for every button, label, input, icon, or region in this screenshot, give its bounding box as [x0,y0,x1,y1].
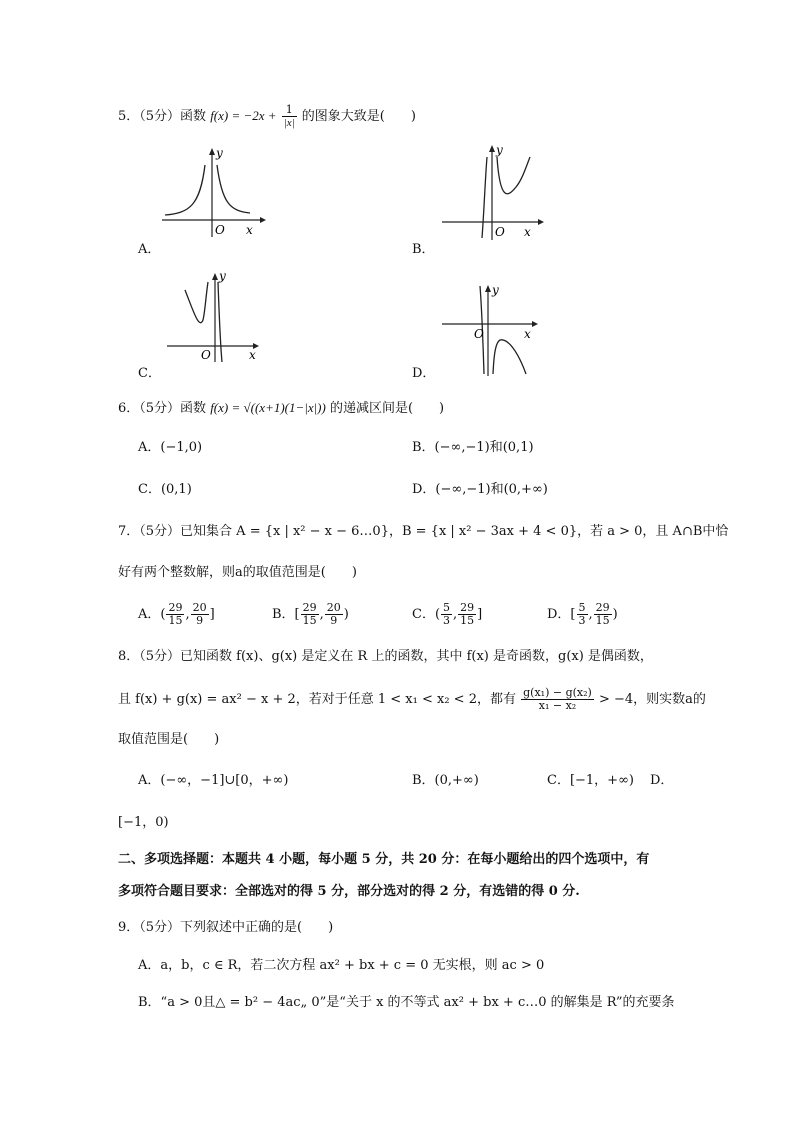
q5-frac-den: |x| [283,117,295,129]
bracket: ] [477,607,483,622]
q6-stem [118,398,444,419]
bracket: ) [343,607,349,622]
q7-opt-d-label: D．[ [547,607,576,622]
origin-label: O [495,225,505,239]
q8-frac-den: x₁ − x₂ [538,699,577,712]
y-label: y [216,146,223,160]
origin-label: O [474,327,484,341]
origin-label: O [201,348,211,362]
q7-opt-c-label: C．( [412,607,441,622]
q6-option-b: B．(−∞,−1)和(0,1) [412,440,534,455]
q8-stem-line3: 取值范围是( ) [118,732,220,747]
q8-option-a: A．(−∞，−1]∪[0，+∞) [138,773,289,788]
q9-option-a: A．a，b，c ∈ R，若二次方程 ax² + bx + c = 0 无实根，则 ac > 0 [138,958,545,973]
frac-num: 5 [443,601,451,614]
q7-option-c: C．( $\frac{5}{3}$ , $\frac{29}{15}$ ] [412,601,483,627]
y-axis-arrow [209,148,215,155]
origin-label: O [215,223,225,237]
q7-opt-b-label: B．[ [272,607,300,622]
q6-stem-b: 的递减区间是( ) [329,401,445,416]
q5-option-a: A． [138,242,161,257]
y-axis-arrow [212,273,218,280]
x-label: x [249,348,256,362]
q8-option-d-cont: [−1，0) [118,815,169,830]
frac-den: 3 [578,614,586,627]
frac-den: 15 [595,614,610,627]
bracket: ) [612,607,618,622]
q5-option-d: D． [412,366,436,381]
frac-num: 20 [326,601,341,614]
q5-frac-num: 1 [282,104,297,117]
q5-formula: f(x) = −2x + [210,108,277,123]
q8-option-d: D． [650,773,674,788]
q6-option-d: D．(−∞,−1)和(0,+∞) [412,482,548,497]
y-label: y [496,143,503,157]
curve-left [185,282,208,323]
q5-option-b: B． [412,242,435,257]
x-axis-arrow [532,321,538,327]
x-axis-arrow [260,217,266,223]
frac-num: 29 [595,601,610,614]
frac-num: 5 [578,601,586,614]
q7-stem-line1: 7．（5分）已知集合 A = {x | x² − x − 6…0}，B = {x | x² − 3ax + 4 < 0}，若 a > 0，且 A∩B中恰 [118,524,729,539]
x-label: x [524,327,531,341]
q5-stem-a: 5．（5分）函数 [118,109,207,124]
frac-num: 29 [168,601,183,614]
frac-num: 29 [460,601,475,614]
frac-num: 29 [302,601,317,614]
q5-fraction [282,104,297,129]
bracket: ] [209,607,215,622]
q7-option-b: B．[ $\frac{29}{15}$ , $\frac{20}{9}$ ) [272,601,349,627]
q7-option-d: D．[ $\frac{5}{3}$ , $\frac{29}{15}$ ) [547,601,618,627]
q8-fraction [521,687,594,712]
q5-graph-a [160,145,270,240]
frac-den: 15 [460,614,475,627]
frac-den: 9 [196,614,204,627]
curve-right [218,282,222,362]
frac-den: 3 [443,614,451,627]
q5-graph-d [440,282,550,378]
q7-opt-a-label: A．( [138,607,166,622]
curve-right [217,165,250,213]
q5-stem-b: 的图象大致是( ) [301,109,416,124]
q8-line2a: 且 f(x) + g(x) = ax² − x + 2，若对于任意 1 < x₁ < x₂ < 2，都有 [118,692,516,707]
curve-right [493,340,526,374]
y-axis-arrow [489,145,495,152]
frac-den: 15 [168,614,183,627]
y-label: y [219,270,226,283]
y-label: y [492,283,499,297]
x-label: x [524,225,531,239]
frac-den: 15 [302,614,317,627]
q8-option-c: C．[−1，+∞) [547,773,634,788]
q6-option-a: A．(−1,0) [138,440,203,455]
curve-left [482,157,487,238]
q7-option-a: A．( $\frac{29}{15}$ , $\frac{20}{9}$ ] [138,601,215,627]
q5-stem [118,104,416,129]
q8-frac-num: g(x₁) − g(x₂) [523,686,592,699]
q5-option-c: C． [138,366,161,381]
q8-option-b: B．(0,+∞) [412,773,479,788]
q6-option-c: C．(0,1) [138,482,192,497]
q8-line2b: > −4，则实数a的 [598,692,706,707]
q5-graph-c [165,270,265,365]
q6-formula: f(x) = √((x+1)(1−|x|)) [210,400,326,415]
q9-stem: 9．（5分）下列叙述中正确的是( ) [118,920,334,935]
q9-option-b: B．“a > 0且△ = b² − 4ac„ 0”是“关于 x 的不等式 ax² + bx + c…0 的解集是 R”的充要条 [138,995,675,1010]
q6-stem-a: 6．（5分）函数 [118,401,207,416]
q7-stem-line2: 好有两个整数解，则a的取值范围是( ) [118,565,357,580]
x-label: x [246,223,253,237]
frac-den: 9 [330,614,338,627]
q5-graph-b [440,142,550,242]
frac-num: 20 [192,601,207,614]
section2-line2: 多项符合题目要求：全部选对的得 5 分，部分选对的得 2 分，有选错的得 0 分. [118,884,580,899]
q8-stem-line1: 8．（5分）已知函数 f(x)、g(x) 是定义在 R 上的函数，其中 f(x) 是奇函数，g(x) 是偶函数， [118,649,653,664]
curve-left [165,165,205,215]
q8-stem-line2 [118,687,706,712]
curve-right [497,157,530,194]
x-axis-arrow [538,219,544,225]
y-axis-arrow [485,285,491,292]
section2-line1: 二、多项选择题：本题共 4 小题，每小题 5 分，共 20 分：在每小题给出的四个选项中，有 [118,852,650,867]
